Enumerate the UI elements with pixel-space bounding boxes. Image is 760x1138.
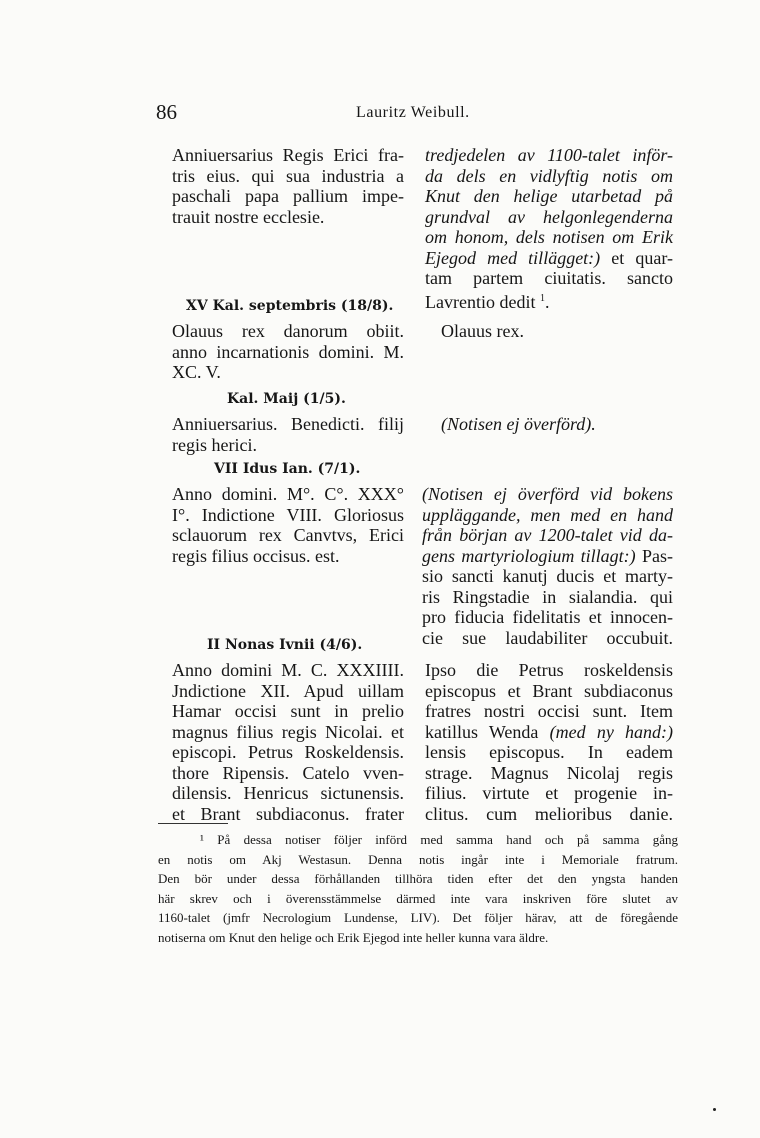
entry-3-commentary: (Notisen ej överförd). [441,414,596,434]
entry-3-heading: Kal. Maij (1/5). [227,391,346,407]
entry-3-latin-text: Anniuersarius. Benedicti. filij regis herici. [172,414,404,455]
entry-4-commentary: (Notisen ej överförd vid bokens uppläggande, men med en hand från början av 1200-talet vid da- gens martyriologium tillagt:) Pas- sio sancti kanutj ducis et marty- ris Ringstadie in sialandia. qui pro fiducia fidelitatis et innocen- cie sue laudabiliter occubuit. [422,484,673,648]
entry-4-heading: VII Idus Ian. (7/1). [214,461,361,477]
paper-speck [713,1108,716,1111]
entry-5-latin-text: Anno domini M. C. XXXIIII. Jndictione XII. Apud uillam Hamar occisi sunt in prelio magnus filius regis Nicolai. et episcopi. Petrus Roskeldensis. thore Ripensis. Catelo vven- dilensis. Henricus sictunensis. et Brant subdiaconus. frater [172,660,404,824]
entry-1-commentary: tredjedelen av 1100-talet inför- da dels en vidlyftig notis om Knut den helige utarbetad på grundval av helgonlegenderna om honom, dels notisen om Erik Ejegod med tillägget:) et quar- tam partem ciuitatis. sancto Lavrentio dedit $^1$. [425,145,673,312]
entry-4-latin-text: Anno domini. M°. C°. XXX° I°. Indictione VIII. Gloriosus sclauorum rex Canvtvs, Erici regis filius occisus. est. [172,484,404,566]
entry-2-latin-text: Olauus rex danorum obiit. anno incarnationis domini. M. XC. V. [172,321,404,382]
footnote: ¹ På dessa notiser följer införd med samma hand och på samma gång en notis om Akj Westasun. Denna notis ingår inte i Memoriale fratrum. Den bör under dessa förhållanden tillhöra tiden efter det den yngsta handen här skrev och i överensstämmelse därmed inte vara inskriven före slutet av 1160-talet (jmfr Necrologium Lundense, LIV). Det följer härav, att de föregående notiserna om Knut den helige och Erik Ejegod inte heller kunna vara äldre. [158,832,678,945]
footnote-rule [158,823,228,824]
running-head: Lauritz Weibull. [356,104,470,121]
entry-5-heading: II Nonas Ivnii (4/6). [207,637,363,653]
entry-1-latin-text: Anniuersarius Regis Erici fra- tris eius. qui sua industria a paschali papa pallium impe- trauit nostre ecclesie. [172,145,404,227]
entry-5-commentary: Ipso die Petrus roskeldensis episcopus et Brant subdiaconus fratres nostri occisi sunt. Item katillus Wenda (med ny hand:) lensis episcopus. In eadem strage. Magnus Nicolaj regis filius. virtute et progenie in- clitus. cum melioribus danie. [425,660,673,824]
page-number: 86 [156,100,177,124]
footnote-marker: 1 [539,292,545,304]
entry-2-heading: XV Kal. septembris (18/8). [186,298,394,314]
entry-2-commentary: Olauus rex. [441,321,524,341]
